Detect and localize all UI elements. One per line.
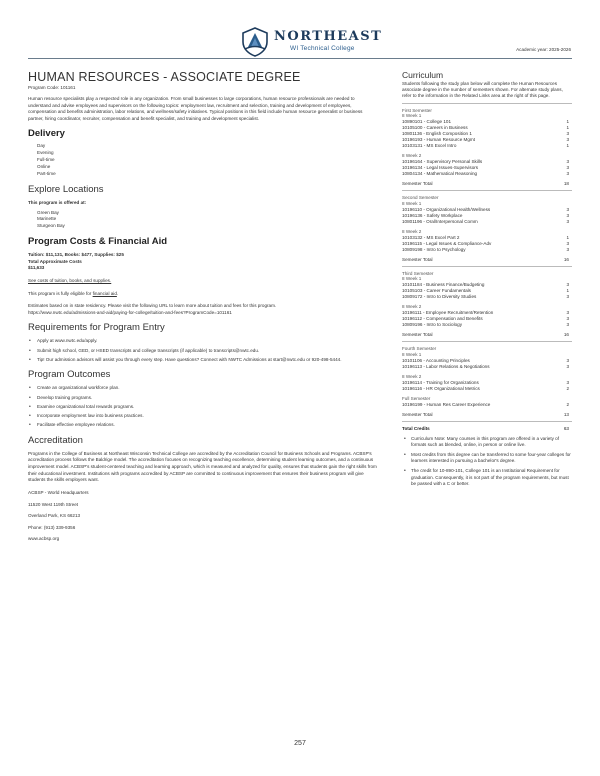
delivery-item: Day xyxy=(37,143,46,149)
outcome-item: • Facilitate effective employee relations. xyxy=(28,422,378,428)
accreditation-text: Programs in the College of Business at Northeast Wisconsin Technical College are accredited by the Accreditation Council for Business Schools and Programs. ACBSP's accreditation process follows the Baldrige model. The accreditation focuses on recognizing teaching excellence, determining student learning outcomes, and a continuous improvement model. ACBSP's student-centered teaching and learning approach, which is measured and analyzed for quality, ensures that students gain the right skills from their educational investment. Institutions with programs accredited by ACBSP are committed to continuous improvement that ensures their business program will give students the skills employers want. xyxy=(28,450,377,483)
term-label: 8 Week 2 xyxy=(402,153,422,159)
outcomes-list xyxy=(28,385,378,428)
term-label: 8 Week 1 xyxy=(402,276,422,282)
total-credits-label: Total Credits xyxy=(402,425,430,431)
course-name: 10103132 - MS Excel Part 2 xyxy=(402,234,460,240)
semester-block xyxy=(402,266,572,339)
shield-logo-icon xyxy=(240,27,270,57)
semester-title: First Semester xyxy=(402,107,432,113)
semester-total-label: Semester Total xyxy=(402,256,433,262)
see-costs-link[interactable]: See costs of tuition, books, and supplies. xyxy=(28,278,112,283)
semester-total-row xyxy=(402,332,572,338)
course-credits: 2 xyxy=(566,385,569,391)
course-credits: 1 xyxy=(566,234,569,240)
total-credits-value: 63 xyxy=(563,425,569,431)
course-name: 10101106 - Accounting Principles xyxy=(402,357,470,363)
course-name: 10890101 - College 101 xyxy=(402,119,452,125)
semester-total-row xyxy=(402,412,572,418)
residency-note: Estimates based on in state residency. Please visit the following URL to learn more about tuition and fees for this program. xyxy=(28,303,277,309)
semester-block xyxy=(402,103,572,188)
course-name: 10196164 - Supervisory Personal Skills xyxy=(402,159,483,165)
address-line: 11520 West 119th Street xyxy=(28,501,79,507)
course-credits: 3 xyxy=(566,357,569,363)
program-code: Program Code: 101161 xyxy=(28,85,76,90)
tuition-url-link[interactable]: https://www.nwtc.edu/admissions-and-aid/paying-for-college/tuition-and-fees?ProgramCode=101161 xyxy=(28,309,232,315)
curriculum-column xyxy=(402,70,572,491)
academic-year: Academic year: 2025-2026 xyxy=(516,47,571,52)
course-row xyxy=(402,386,572,392)
semester-total-label: Semester Total xyxy=(402,332,433,338)
semester-total-label: Semester Total xyxy=(402,181,433,187)
course-name: 10801136 - English Composition 1 xyxy=(402,131,472,137)
semester-total-value: 18 xyxy=(563,181,569,187)
course-row xyxy=(402,219,572,225)
location-item: Sturgeon Bay xyxy=(37,223,65,229)
header-divider xyxy=(28,58,572,59)
page-number: 257 xyxy=(294,740,306,747)
requirement-item: • Tip! Our admission advisors will assist you through every step. Have questions? Connect with NWTC Admissions at start@nwtc.edu or 920-498-5444. xyxy=(28,357,378,363)
term-label: 8 Week 2 xyxy=(402,373,422,379)
course-credits: 3 xyxy=(566,363,569,369)
address-line: ACBSP - World Headquarters xyxy=(28,490,89,496)
course-credits: 3 xyxy=(566,240,569,246)
location-item: Green Bay xyxy=(37,209,59,215)
delivery-item: Online xyxy=(37,164,51,170)
course-credits: 1 xyxy=(566,288,569,294)
logo-subtitle: WI Technical College xyxy=(290,45,355,52)
locations-list xyxy=(28,210,378,231)
financial-aid-link[interactable]: financial aid xyxy=(92,290,117,296)
course-credits: 3 xyxy=(566,206,569,212)
course-name: 10101184 - Business Finance/Budgeting xyxy=(402,282,485,288)
outcomes-heading: Program Outcomes xyxy=(28,369,111,381)
course-credits: 1 xyxy=(566,119,569,125)
total-credits-row xyxy=(402,421,572,431)
course-credits: 3 xyxy=(566,159,569,165)
course-credits: 3 xyxy=(566,322,569,328)
course-name: 10804134 - Mathematical Reasoning xyxy=(402,171,478,177)
course-credits: 2 xyxy=(566,401,569,407)
delivery-item: Part-time xyxy=(37,171,56,176)
course-name: 10809196 - Intro to Sociology xyxy=(402,322,463,328)
outcome-item: • Examine organizational total rewards programs. xyxy=(28,404,378,410)
course-name: 10103131 - MS Excel Intro xyxy=(402,143,457,149)
requirements-heading: Requirements for Program Entry xyxy=(28,322,165,334)
course-name: 10196113 - Labor Relations & Negotiations xyxy=(402,363,490,369)
course-credits: 3 xyxy=(566,171,569,177)
delivery-list xyxy=(28,143,378,178)
curriculum-heading: Curriculum xyxy=(402,70,444,80)
outcome-item: • Develop training programs. xyxy=(28,395,378,401)
requirement-item: • Submit high school, GED, or HSED transcripts and college transcripts (if applicable) to transcripts@nwtc.edu. xyxy=(28,348,378,354)
semester-total-value: 16 xyxy=(563,256,569,262)
term-label: Full Semester xyxy=(402,395,431,401)
course-credits: 3 xyxy=(566,294,569,300)
semester-total-row xyxy=(402,257,572,263)
course-name: 10196110 - Organizational Health/Wellness xyxy=(402,206,491,212)
requirements-list xyxy=(28,338,378,363)
term-label: 8 Week 1 xyxy=(402,200,422,206)
course-credits: 3 xyxy=(566,316,569,322)
delivery-item: Evening xyxy=(37,150,54,156)
course-name: 10196134 - Legal Issues-Supervisors xyxy=(402,165,479,171)
curriculum-note: • Curriculum Note: Many courses in this program are offered in a variety of formats such as blended, online, in person or online live. xyxy=(402,436,572,449)
course-row xyxy=(402,247,572,253)
financial-aid-prefix: This program is fully eligible for xyxy=(28,290,92,296)
term-label: 8 Week 1 xyxy=(402,113,422,119)
course-row xyxy=(402,402,572,408)
course-name: 10196112 - Compensation and Benefits xyxy=(402,316,483,322)
logo-name: NORTHEAST xyxy=(274,29,383,44)
total-costs-label: Total Approximate Costs xyxy=(28,258,82,264)
delivery-item: Full-time xyxy=(37,157,55,163)
curriculum-intro: Students following the study plan below will complete the Human Resources associate degree in the number of semesters shown. For alternate study plans, refer to the information in the Related Links area at the right of this page. xyxy=(402,81,563,99)
course-row xyxy=(402,364,572,370)
financial-aid-line xyxy=(28,291,378,298)
semester-total-value: 13 xyxy=(563,411,569,417)
accreditation-heading: Accreditation xyxy=(28,434,83,446)
course-credits: 3 xyxy=(566,246,569,252)
semester-title: Fourth Semester xyxy=(402,346,437,352)
northeast-logo xyxy=(240,27,383,57)
course-credits: 3 xyxy=(566,131,569,137)
course-name: 10196111 - Employee Recruitment/Retention xyxy=(402,310,494,316)
course-credits: 3 xyxy=(566,282,569,288)
locations-intro: This program is offered at: xyxy=(28,199,87,205)
course-name: 10196193 - Human Resource Mgmt xyxy=(402,137,476,143)
semester-list xyxy=(402,103,572,418)
semester-title: Second Semester xyxy=(402,195,439,201)
course-name: 10801196 - Oral/Interpersonal Comm xyxy=(402,218,478,224)
program-description: Human resource specialists play a respected role in any organization. From small businesses to large corporations, human resource professionals are needed to understand and advise employees and supervisors on the following topics: employment law, recruitment and selection, training and development of employees, compensation and benefits administration, labor relations, and wellness/safety initiatives. Typical positions in this field include human resource generalist or business partner, hiring coordinator, recruiter, compensation and benefit specialist, and training and development specialist. xyxy=(28,96,363,121)
semester-total-value: 16 xyxy=(563,332,569,338)
address-line: Overland Park, KS 66213 xyxy=(28,513,81,519)
course-row xyxy=(402,294,572,300)
term-label: 8 Week 1 xyxy=(402,351,422,357)
tuition-line: Tuition: $11,131, Books: $477, Supplies: $25 xyxy=(28,252,124,258)
outcome-item: • Create an organizational workforce plan. xyxy=(28,385,378,391)
semester-block xyxy=(402,341,572,418)
acbsp-website-link[interactable]: www.acbsp.org xyxy=(28,536,60,542)
course-row xyxy=(402,143,572,149)
course-name: 10196136 - Safety Workplace xyxy=(402,212,463,218)
delivery-heading: Delivery xyxy=(28,128,65,140)
course-name: 10809172 - Intro to Diversity Studies xyxy=(402,294,477,300)
curriculum-note: • The credit for 10-890-101, College 101 is an Institutional Requirement for graduation. Consequently, it is not part of the program requirements, but must be passed with a C or better. xyxy=(402,468,572,488)
program-details-column xyxy=(28,70,378,541)
outcome-item: • Incorporate employment law into business practices. xyxy=(28,413,378,419)
program-title: HUMAN RESOURCES - ASSOCIATE DEGREE xyxy=(28,70,301,84)
course-row xyxy=(402,322,572,328)
course-credits: 3 xyxy=(566,165,569,171)
location-item: Marinette xyxy=(37,216,57,222)
term-label: 8 Week 2 xyxy=(402,304,422,310)
course-credits: 3 xyxy=(566,218,569,224)
course-name: 10809198 - Intro to Psychology xyxy=(402,246,466,252)
course-credits: 3 xyxy=(566,137,569,143)
semester-total-label: Semester Total xyxy=(402,411,433,417)
total-costs-value: $11,633 xyxy=(28,265,45,271)
course-credits: 1 xyxy=(566,125,569,131)
locations-heading: Explore Locations xyxy=(28,183,104,195)
acbsp-address xyxy=(28,490,378,541)
curriculum-note: • Most credits from this degree can be transferred to some four-year colleges for learners interested in pursuing a bachelor's degree. xyxy=(402,452,572,465)
financial-aid-suffix: . xyxy=(116,290,119,296)
course-name: 10105100 - Careers in Business xyxy=(402,125,468,131)
requirement-item: • Apply at www.nwtc.edu/apply. xyxy=(28,338,378,344)
semester-block xyxy=(402,190,572,263)
course-name: 10196115 - Legal Issues & Compliance-Adv xyxy=(402,240,492,246)
semester-title: Third Semester xyxy=(402,270,434,276)
course-row xyxy=(402,171,572,177)
semester-total-row xyxy=(402,181,572,187)
curriculum-notes xyxy=(402,436,572,488)
course-credits: 3 xyxy=(566,310,569,316)
address-line: Phone: (913) 339-9356 xyxy=(28,524,76,530)
course-credits: 1 xyxy=(566,143,569,149)
term-label: 8 Week 2 xyxy=(402,228,422,234)
course-name: 10196199 - Human Res Career Experience xyxy=(402,401,491,407)
course-name: 10105103 - Career Fundamentals xyxy=(402,288,471,294)
course-credits: 3 xyxy=(566,379,569,385)
course-credits: 3 xyxy=(566,212,569,218)
costs-heading: Program Costs & Financial Aid xyxy=(28,236,168,248)
course-name: 10196116 - HR Organizational Metrics xyxy=(402,385,480,391)
course-name: 10196114 - Training for Organizations xyxy=(402,379,479,385)
